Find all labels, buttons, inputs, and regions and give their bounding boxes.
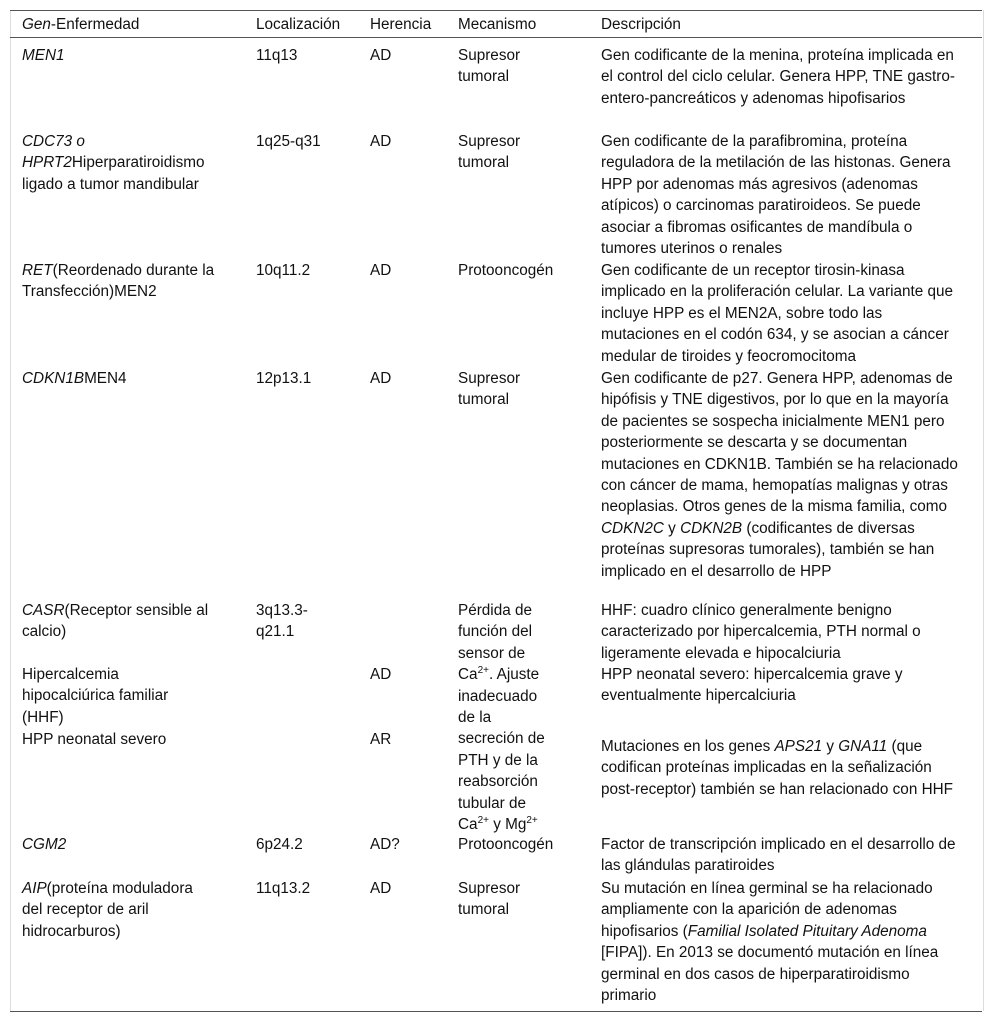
desc-text: [FIPA]). En 2013 se documentó mutación en línea germinal en dos casos de hiperparatiroidismo primario <box>601 944 939 1005</box>
desc-gene: GNA11 <box>838 738 888 755</box>
cell-gen: Hipercalcemia hipocalciúrica familiar (HHF) <box>22 666 169 726</box>
cell-her: AD? <box>370 836 400 853</box>
cell-desc: Gen codificante de la menina, proteína implicada en el control del ciclo celular. Genera HPP, TNE gastro-entero-pancreáticos y adenomas hipofisarios <box>601 47 955 107</box>
cell-her: AD <box>370 133 392 150</box>
mec-text: . Ajuste inadecuado de la secreción de PTH y de la reabsorción tubular de Ca <box>458 666 545 834</box>
table-top-rule <box>10 10 982 11</box>
table-bottom-rule <box>10 1011 982 1012</box>
cell-loc: 11q13 <box>256 47 298 64</box>
gene-name: CGM2 <box>22 836 67 853</box>
desc-gene: CDKN2C <box>601 519 664 537</box>
cell-mec: Supresor tumoral <box>458 880 521 919</box>
gene-name: CDKN1B <box>22 370 85 387</box>
desc-text: (que codifican proteínas implicadas en la señalización post-receptor) también se han relacionado con HHF <box>601 738 954 798</box>
gene-disease: (proteína moduladora del receptor de aril hidrocarburos) <box>22 880 193 940</box>
header-gen <box>22 14 227 35</box>
mec-text: Pérdida de función del sensor de Ca <box>458 602 532 684</box>
cell-her: AD <box>370 880 392 897</box>
cell-her: AD <box>370 262 392 279</box>
desc-text: Gen codificante de p27. Genera HPP, adenomas de hipófisis y TNE digestivos, por lo que en la mayoría de pacientes se sospecha inicialmente MEN1 pero posteriormente se descarta y se documentan mutaciones en CDKN1B. También se ha relacionado con cáncer de mama, hemopatías malignas y otras neoplasias. Otros genes de la misma familia, como <box>601 370 958 516</box>
cell-gen <box>22 45 227 66</box>
header-loc: Localización <box>256 16 341 33</box>
mec-text: y Mg <box>488 816 527 834</box>
desc-gene: CDKN2B <box>680 519 743 537</box>
cell-gen <box>22 834 227 855</box>
superscript: 2+ <box>477 665 489 677</box>
header-gen-rest: -Enfermedad <box>50 16 140 33</box>
cell-mec: Supresor tumoral <box>458 133 521 172</box>
header-her: Herencia <box>370 16 432 33</box>
cell-her: AD <box>370 370 392 387</box>
desc-text: Su mutación en línea germinal se ha relacionado ampliamente con la aparición de adenomas hipofisarios ( <box>601 880 933 940</box>
cell-gen <box>22 878 212 942</box>
cell-desc: Factor de transcripción implicado en el desarrollo de las glándulas paratiroides <box>601 836 956 875</box>
cell-desc: Gen codificante de un receptor tirosin-kinasa implicado en la proliferación celular. La variante que incluye HPP es el MEN2A, sobre todo las mutaciones en el codón 634, y se asocian a cáncer medular de tiroides y feocromocitoma <box>601 262 954 365</box>
gene-name: AIP <box>22 880 47 897</box>
gene-name: RET <box>22 262 53 279</box>
superscript: 2+ <box>477 815 489 827</box>
header-mec: Mecanismo <box>458 16 537 33</box>
cell-mec: Supresor tumoral <box>458 47 521 86</box>
cell-desc <box>601 736 961 800</box>
cell-her: AD <box>370 47 392 64</box>
gene-name: MEN1 <box>22 47 65 64</box>
superscript: 2+ <box>526 815 538 827</box>
header-desc: Descripción <box>601 16 681 33</box>
desc-text: (codificantes de diversas proteínas supresoras tumorales), también se han implicado en el desarrollo de HPP <box>601 519 935 580</box>
desc-text: y <box>822 738 839 755</box>
desc-gene: APS21 <box>774 738 823 755</box>
cell-gen <box>22 131 222 195</box>
cell-gen <box>22 368 227 389</box>
cell-desc <box>601 878 961 1006</box>
gene-name: CASR <box>22 602 65 619</box>
cell-loc: 12p13.1 <box>256 370 312 387</box>
gene-disease: (Reordenado durante la Transfección)MEN2 <box>22 262 215 301</box>
cell-desc <box>601 368 961 582</box>
desc-text: Mutaciones en los genes <box>601 738 775 755</box>
cell-gen <box>22 260 217 303</box>
desc-term: Familial Isolated Pituitary Adenoma <box>687 922 927 940</box>
cell-desc: Gen codificante de la parafibromina, proteína reguladora de la metilación de las histonas. Genera HPP por adenomas más agresivos (adenomas atípicos) o carcinomas paratiroideos. Se puede asociar a fibromas osificantes de mandíbula o tumores uterinos o renales <box>601 133 951 258</box>
cell-loc: 11q13.2 <box>256 880 311 897</box>
cell-loc: 1q25-q31 <box>256 133 321 150</box>
cell-mec: Protooncogén <box>458 836 554 853</box>
header-gen-italic: Gen <box>22 16 51 33</box>
cell-loc: 3q13.3-q21.1 <box>256 602 308 641</box>
cell-her: AD <box>370 666 392 683</box>
cell-gen: HPP neonatal severo <box>22 731 167 748</box>
cell-loc: 10q11.2 <box>256 262 311 279</box>
cell-mec <box>458 600 558 835</box>
gene-name: CDC73 o HPRT2 <box>22 133 85 172</box>
cell-loc: 6p24.2 <box>256 836 303 853</box>
cell-her: AR <box>370 731 392 748</box>
cell-gen <box>22 600 212 643</box>
cell-mec: Supresor tumoral <box>458 370 521 409</box>
desc-text: y <box>663 519 681 537</box>
gene-disease: Hiperparatiroidismo ligado a tumor mandibular <box>22 154 205 193</box>
gene-disease: MEN4 <box>84 370 127 387</box>
cell-mec: Protooncogén <box>458 262 554 279</box>
cell-desc: HPP neonatal severo: hipercalcemia grave y eventualmente hipercalciuria <box>601 666 903 705</box>
gene-disease: (Receptor sensible al calcio) <box>22 602 209 641</box>
cell-desc: HHF: cuadro clínico generalmente benigno caracterizado por hipercalcemia, PTH normal o ligeramente elevada e hipocalciuria <box>601 602 921 662</box>
header-rule <box>10 37 982 38</box>
